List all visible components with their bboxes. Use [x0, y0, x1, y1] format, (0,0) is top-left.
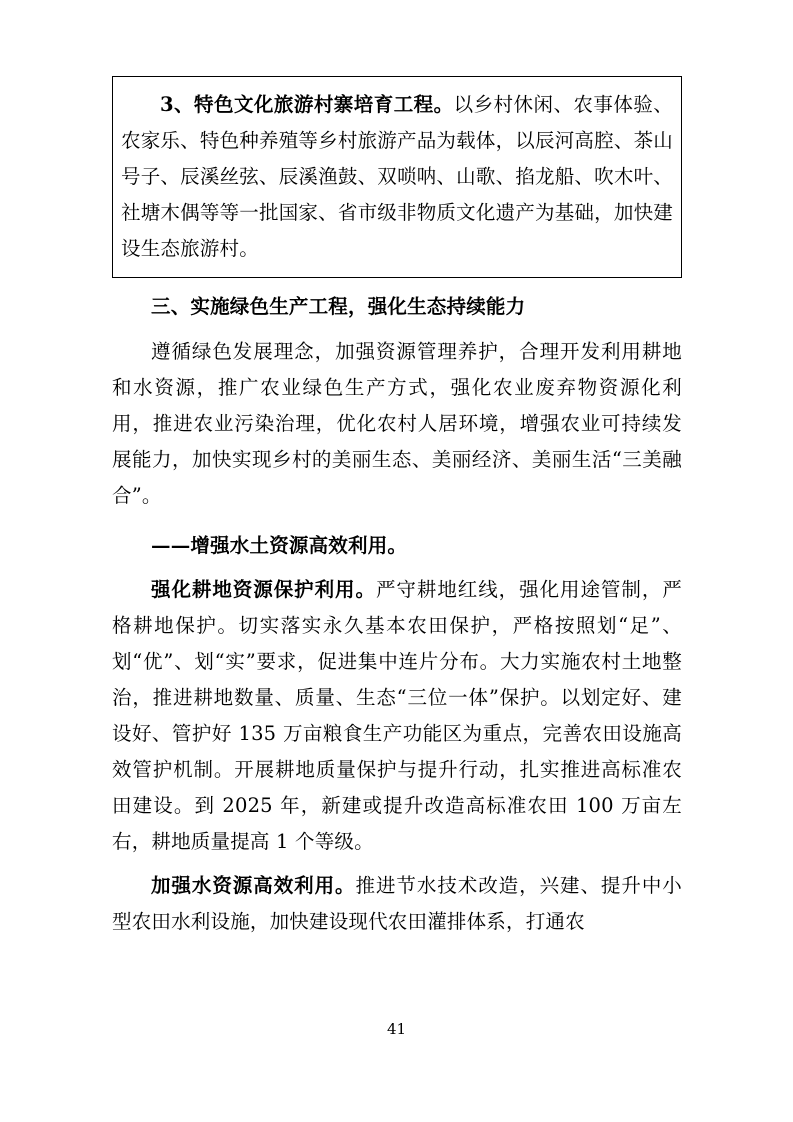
boxed-paragraph-lead: 3、特色文化旅游村寨培育工程。	[160, 93, 454, 116]
boxed-callout	[112, 76, 682, 278]
section-intro-paragraph: 遵循绿色发展理念，加强资源管理养护，合理开发利用耕地和水资源，推广农业绿色生产方式，强化农业废弃物资源化利用，推进农业污染治理，优化农村人居环境，增强农业可持续发展能力，加快实现乡村的美丽生态、美丽经济、美丽生活“三美融合”。	[112, 340, 682, 507]
paragraph-water-resource-body: 推进节水技术改造，兴建、提升中小型农田水利设施，加快建设现代农田灌排体系，打通农	[112, 874, 682, 933]
boxed-paragraph	[121, 87, 673, 267]
paragraph-water-resource	[112, 868, 682, 940]
page-content	[112, 76, 682, 940]
paragraph-land-resource-body: 严守耕地红线，强化用途管制，严格耕地保护。切实落实永久基本农田保护，严格按照划“足”、划“优”、划“实”要求，促进集中连片分布。大力实施农村土地整治，推进耕地数量、质量、生态“三位一体”保护。以划定好、建设好、管护好 135 万亩粮食生产功能区为重点，完善农田设施高效管护机制。开展耕地质量保护与提升行动，扎实推进高标准农田建设。到 2025 年，新建或提升改造高标准农田 100 万亩左右，耕地质量提高 1 个等级。	[112, 578, 682, 853]
boxed-paragraph-body: 以乡村休闲、农事体验、农家乐、特色种养殖等乡村旅游产品为载体，以辰河高腔、茶山号子、辰溪丝弦、辰溪渔鼓、双唢呐、山歌、掐龙船、吹木叶、社塘木偶等等一批国家、省市级非物质文化遗产为基础，加快建设生态旅游村。	[121, 93, 673, 260]
paragraph-land-resource-lead: 强化耕地资源保护利用。	[151, 578, 376, 601]
page-number: 41	[386, 1020, 407, 1038]
paragraph-land-resource	[112, 572, 682, 860]
section-heading: 三、实施绿色生产工程，强化生态持续能力	[151, 295, 526, 318]
subsection-heading: ——增强水土资源高效利用。	[151, 534, 408, 557]
paragraph-water-resource-lead: 加强水资源高效利用。	[151, 874, 356, 897]
